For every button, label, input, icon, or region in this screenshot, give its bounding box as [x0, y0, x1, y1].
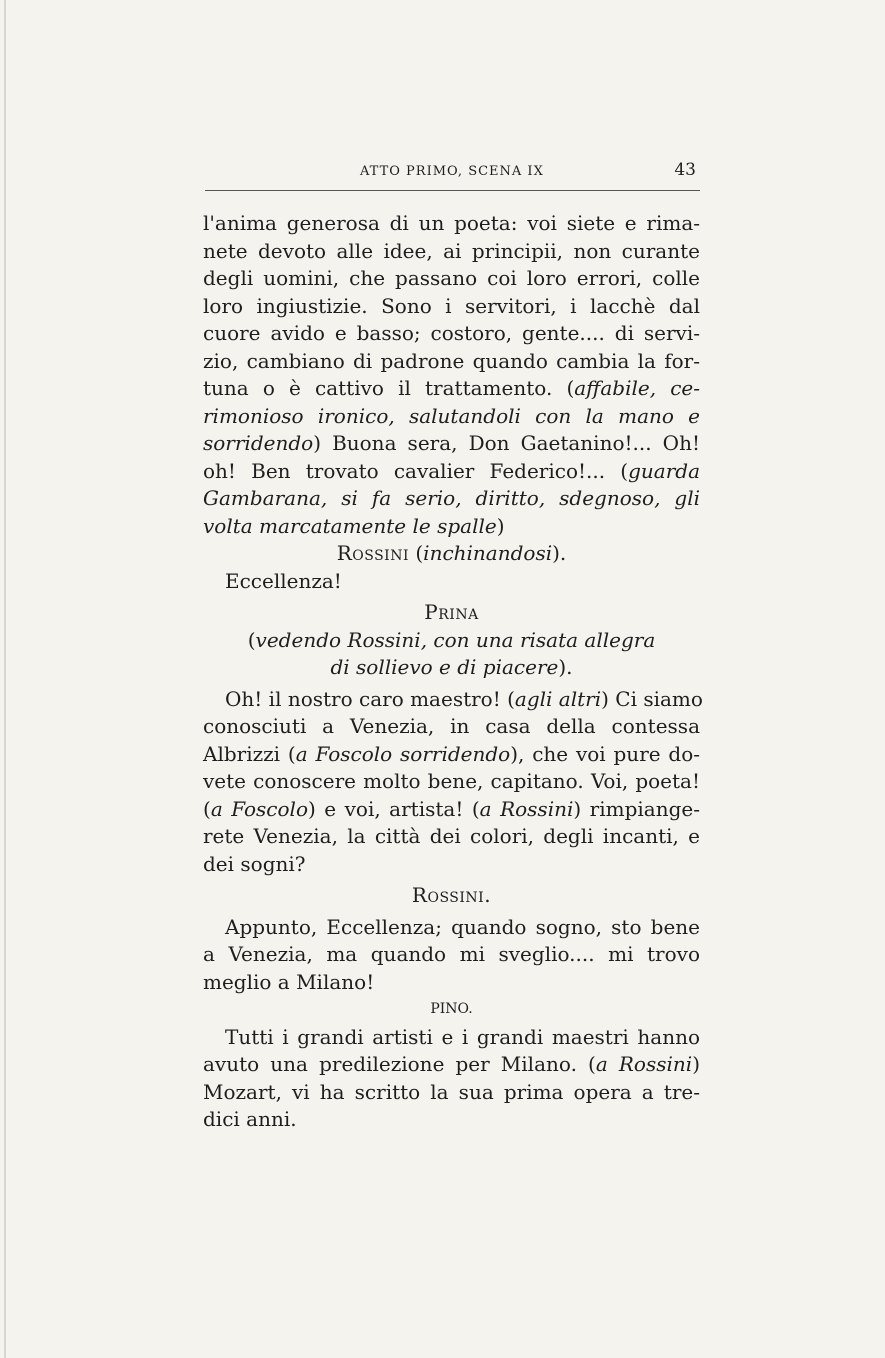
text-line	[203, 375, 700, 403]
text-span: Albrizzi (	[203, 741, 296, 766]
text-span: tuna o è cattivo il trattamento. (	[203, 376, 575, 400]
stage-direction: a Rossini	[595, 1052, 693, 1076]
stage-direction: affabile, ce-	[574, 376, 700, 400]
page-body	[203, 210, 703, 1134]
paragraph-2	[203, 686, 703, 879]
paragraph-1	[203, 210, 700, 540]
text-line: meglio a Milano!	[203, 969, 375, 994]
text-span: (	[203, 796, 211, 821]
stage-direction: di sollievo e di piacere	[330, 655, 559, 679]
header-rule	[205, 190, 700, 191]
text-line: zio, cambiano di padrone quando cambia la for-	[203, 348, 700, 373]
text-span: Oh! il nostro caro maestro! (	[225, 686, 515, 711]
speaker-name: Rossini.	[411, 883, 492, 907]
text-line: conosciuti a Venezia, in casa della contessa	[203, 714, 700, 738]
paragraph-4	[203, 1024, 700, 1134]
text-line: Mozart, vi ha scritto la sua prima opera a tre-	[203, 1079, 700, 1104]
text-line	[203, 796, 700, 824]
text-span: oh! Ben trovato cavalier Federico!... (	[203, 458, 629, 483]
text-line: cuore avido e basso; costoro, gente.... di servi-	[203, 321, 700, 345]
text-span: ) rimpiange-	[573, 796, 700, 821]
text-line	[203, 513, 700, 541]
stage-direction: inchinandosi	[423, 541, 553, 565]
speaker-name: Prina	[424, 600, 479, 624]
text-line: a Venezia, ma quando mi sveglio.... mi trovo	[203, 942, 700, 966]
text-span: avuto una predilezione per Milano. (	[203, 1052, 596, 1076]
stage-direction: volta marcatamente le spalle	[203, 513, 497, 538]
text-span: ) e voi, artista! (	[308, 796, 480, 821]
text-line: Tutti i grandi artisti e i grandi maestri hanno	[225, 1024, 700, 1049]
text-line	[203, 686, 703, 714]
text-line	[203, 741, 700, 769]
stage-direction: vedendo Rossini, con una risata allegra	[255, 627, 656, 652]
speaker-heading	[203, 599, 700, 627]
page-header	[205, 158, 700, 186]
stage-direction-line: di sollievo e di piacere).	[330, 655, 573, 679]
stage-direction: a Foscolo	[210, 796, 308, 821]
speaker-name: Rossini	[336, 541, 409, 565]
text-line	[203, 403, 700, 431]
stage-direction: agli altri	[514, 686, 602, 711]
text-line: nete devoto alle idee, ai principii, non curante	[203, 238, 700, 263]
stage-direction: sorridendo	[203, 431, 314, 455]
text-line	[203, 1051, 700, 1079]
stage-direction: a Foscolo sorridendo	[295, 741, 511, 766]
running-title: ATTO PRIMO, SCENA IX	[360, 164, 544, 179]
stage-direction: rimonioso ironico, salutandoli con la mano e	[203, 403, 700, 428]
text-line: dei sogni?	[203, 851, 306, 876]
text-line: loro ingiustizie. Sono i servitori, i lacchè dal	[203, 293, 700, 318]
stage-direction-line: (vedendo Rossini, con una risata allegra	[247, 627, 656, 652]
text-span: )	[496, 513, 505, 538]
text-line	[203, 430, 700, 458]
text-line: rete Venezia, la città dei colori, degli incanti, e	[203, 824, 700, 848]
stage-direction: a Rossini	[479, 796, 574, 821]
text-line: Appunto, Eccellenza; quando sogno, sto bene	[225, 914, 700, 939]
text-span: ) Ci siamo	[601, 686, 703, 711]
text-line: degli uomini, che passano coi loro errori, colle	[203, 266, 700, 290]
speaker-heading	[203, 882, 700, 910]
text-line	[203, 485, 700, 513]
text-line: vete conoscere molto bene, capitano. Voi, poeta!	[203, 769, 700, 793]
speech-line: Eccellenza!	[225, 568, 342, 593]
page-number: 43	[674, 160, 696, 180]
text-span: )	[692, 1052, 700, 1076]
stage-direction: guarda	[628, 458, 700, 483]
speaker-heading: PINO.	[430, 1001, 473, 1017]
text-line: dici anni.	[203, 1107, 297, 1131]
speaker-heading: Rossini (inchinandosi).	[336, 541, 567, 565]
text-line	[203, 458, 700, 486]
page-edge-shadow	[4, 0, 6, 1358]
text-span: ), che voi pure do-	[510, 741, 701, 766]
stage-direction: Gambarana, si fa serio, diritto, sdegnoso, gli	[203, 486, 700, 510]
text-line: l'anima generosa di un poeta: voi siete e rima-	[203, 211, 700, 235]
paragraph-3	[203, 914, 700, 997]
text-span: ) Buona sera, Don Gaetanino!... Oh!	[313, 431, 700, 455]
